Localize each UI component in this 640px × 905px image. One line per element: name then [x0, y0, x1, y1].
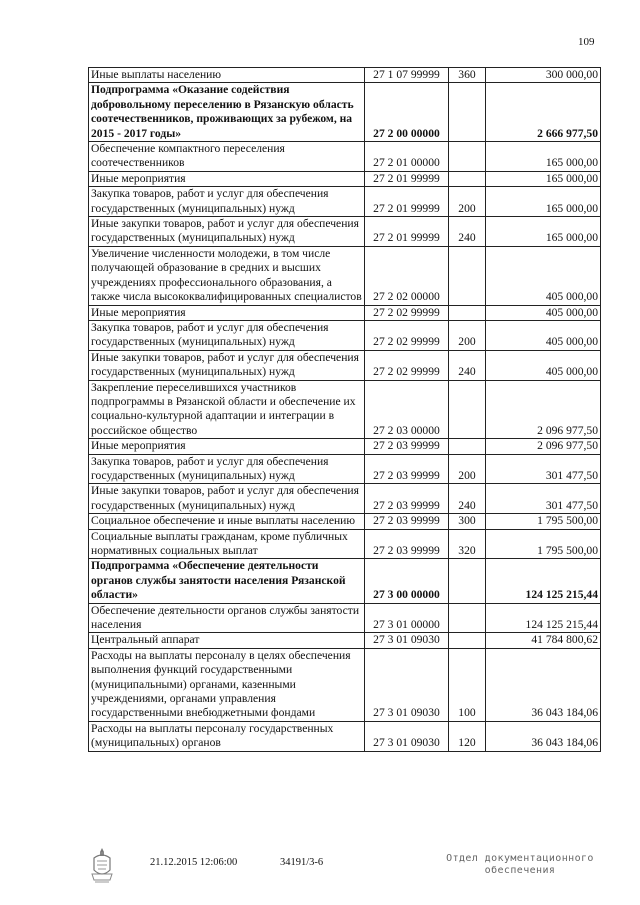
row-name: Закупка товаров, работ и услуг для обеспечения государственных (муниципальных) нужд	[89, 320, 365, 350]
row-code: 27 2 02 99999	[365, 350, 449, 380]
row-code: 27 2 03 99999	[365, 484, 449, 514]
row-sum: 1 795 500,00	[486, 514, 601, 529]
row-sum: 124 125 215,44	[486, 603, 601, 633]
table-row	[89, 559, 601, 603]
table-row	[89, 305, 601, 320]
row-name: Иные закупки товаров, работ и услуг для обеспечения государственных (муниципальных) нужд	[89, 350, 365, 380]
budget-table	[88, 67, 601, 752]
row-sum: 405 000,00	[486, 305, 601, 320]
row-name: Закупка товаров, работ и услуг для обеспечения государственных (муниципальных) нужд	[89, 454, 365, 484]
row-expense-type	[449, 305, 486, 320]
row-code: 27 2 03 99999	[365, 529, 449, 559]
table-row	[89, 603, 601, 633]
row-sum: 165 000,00	[486, 187, 601, 217]
row-code: 27 2 01 00000	[365, 142, 449, 172]
row-name: Иные мероприятия	[89, 439, 365, 454]
row-expense-type: 120	[449, 721, 486, 751]
table-row	[89, 439, 601, 454]
row-expense-type	[449, 142, 486, 172]
table-row	[89, 187, 601, 217]
coat-of-arms-icon	[88, 846, 116, 886]
row-expense-type: 240	[449, 217, 486, 247]
row-code: 27 2 03 99999	[365, 439, 449, 454]
row-expense-type: 200	[449, 187, 486, 217]
row-expense-type: 240	[449, 350, 486, 380]
row-code: 27 3 00 00000	[365, 559, 449, 603]
row-expense-type: 300	[449, 514, 486, 529]
row-code: 27 2 03 99999	[365, 514, 449, 529]
budget-table-body	[89, 68, 601, 752]
table-row	[89, 350, 601, 380]
row-expense-type: 200	[449, 320, 486, 350]
row-name: Иные закупки товаров, работ и услуг для обеспечения государственных (муниципальных) нужд	[89, 217, 365, 247]
table-row	[89, 721, 601, 751]
table-row	[89, 68, 601, 83]
row-sum: 41 784 800,62	[486, 633, 601, 648]
row-expense-type: 360	[449, 68, 486, 83]
row-code: 27 2 01 99999	[365, 217, 449, 247]
row-code: 27 3 01 09030	[365, 633, 449, 648]
row-expense-type: 100	[449, 648, 486, 721]
row-name: Закупка товаров, работ и услуг для обеспечения государственных (муниципальных) нужд	[89, 187, 365, 217]
row-sum: 165 000,00	[486, 217, 601, 247]
row-sum: 165 000,00	[486, 171, 601, 186]
row-code: 27 2 02 00000	[365, 246, 449, 305]
row-name: Иные мероприятия	[89, 171, 365, 186]
table-row	[89, 246, 601, 305]
table-row	[89, 217, 601, 247]
row-code: 27 2 02 99999	[365, 320, 449, 350]
row-sum: 36 043 184,06	[486, 721, 601, 751]
row-name: Подпрограмма «Оказание содействия добровольному переселению в Рязанскую область соотечественников, проживающих за рубежом, на 2015 - 2017 годы»	[89, 83, 365, 142]
row-sum: 2 096 977,50	[486, 439, 601, 454]
row-expense-type	[449, 83, 486, 142]
row-expense-type	[449, 171, 486, 186]
row-expense-type	[449, 439, 486, 454]
row-sum: 405 000,00	[486, 350, 601, 380]
row-expense-type: 200	[449, 454, 486, 484]
table-row	[89, 142, 601, 172]
row-sum: 300 000,00	[486, 68, 601, 83]
row-expense-type: 240	[449, 484, 486, 514]
table-row	[89, 454, 601, 484]
row-code: 27 3 01 09030	[365, 648, 449, 721]
row-code: 27 2 01 99999	[365, 171, 449, 186]
row-expense-type	[449, 380, 486, 439]
row-sum: 405 000,00	[486, 320, 601, 350]
row-expense-type	[449, 603, 486, 633]
row-name: Иные выплаты населению	[89, 68, 365, 83]
table-row	[89, 648, 601, 721]
row-sum: 2 666 977,50	[486, 83, 601, 142]
row-code: 27 3 01 00000	[365, 603, 449, 633]
table-row	[89, 83, 601, 142]
row-expense-type	[449, 246, 486, 305]
row-code: 27 1 07 99999	[365, 68, 449, 83]
table-row	[89, 514, 601, 529]
row-sum: 301 477,50	[486, 454, 601, 484]
row-code: 27 2 03 99999	[365, 454, 449, 484]
row-expense-type	[449, 633, 486, 648]
footer-date: 21.12.2015 12:06:00	[150, 857, 238, 868]
stamp-line-2: обеспечения	[484, 865, 556, 876]
row-name: Обеспечение компактного переселения соотечественников	[89, 142, 365, 172]
row-name: Иные мероприятия	[89, 305, 365, 320]
row-name: Центральный аппарат	[89, 633, 365, 648]
row-sum: 36 043 184,06	[486, 648, 601, 721]
row-name: Увеличение численности молодежи, в том числе получающей образование в средних и высших учреждениях профессионального образования, а также числа высококвалифицированных специалистов	[89, 246, 365, 305]
row-sum: 301 477,50	[486, 484, 601, 514]
row-sum: 165 000,00	[486, 142, 601, 172]
table-row	[89, 633, 601, 648]
row-code: 27 2 01 99999	[365, 187, 449, 217]
row-name: Расходы на выплаты персоналу в целях обеспечения выполнения функций государственными (муниципальными) органами, казенными учреждениями, органами управления государственными внебюджетными фондами	[89, 648, 365, 721]
table-row	[89, 484, 601, 514]
row-expense-type	[449, 559, 486, 603]
table-row	[89, 380, 601, 439]
row-code: 27 2 00 00000	[365, 83, 449, 142]
row-name: Расходы на выплаты персоналу государственных (муниципальных) органов	[89, 721, 365, 751]
row-name: Подпрограмма «Обеспечение деятельности органов службы занятости населения Рязанской области»	[89, 559, 365, 603]
row-name: Обеспечение деятельности органов службы занятости населения	[89, 603, 365, 633]
row-expense-type: 320	[449, 529, 486, 559]
table-row	[89, 529, 601, 559]
row-sum: 405 000,00	[486, 246, 601, 305]
stamp-line-1: Отдел документационного	[446, 853, 594, 864]
row-code: 27 2 02 99999	[365, 305, 449, 320]
row-name: Иные закупки товаров, работ и услуг для обеспечения государственных (муниципальных) нужд	[89, 484, 365, 514]
table-row	[89, 320, 601, 350]
row-code: 27 3 01 09030	[365, 721, 449, 751]
row-sum: 2 096 977,50	[486, 380, 601, 439]
footer-doc-number: 34191/3-6	[280, 857, 324, 868]
row-name: Закрепление переселившихся участников подпрограммы в Рязанской области и обеспечение их социально-культурной адаптации и интеграции в российское общество	[89, 380, 365, 439]
row-name: Социальное обеспечение и иные выплаты населению	[89, 514, 365, 529]
table-row	[89, 171, 601, 186]
row-sum: 1 795 500,00	[486, 529, 601, 559]
page-number: 109	[578, 36, 595, 48]
row-code: 27 2 03 00000	[365, 380, 449, 439]
row-sum: 124 125 215,44	[486, 559, 601, 603]
department-stamp	[445, 853, 595, 877]
row-name: Социальные выплаты гражданам, кроме публичных нормативных социальных выплат	[89, 529, 365, 559]
